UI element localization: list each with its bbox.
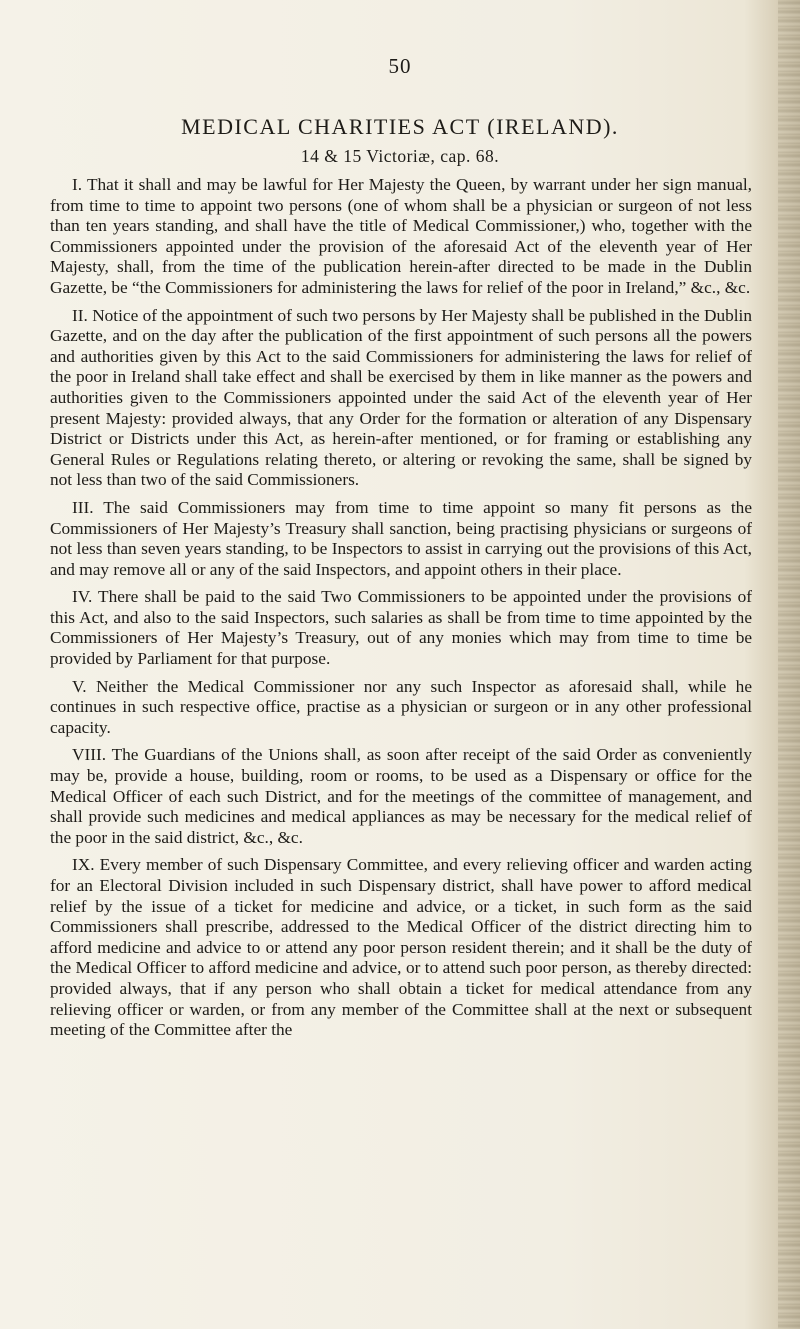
section-5 — [50, 677, 752, 739]
section-text: The Guardians of the Unions shall, as soon after receipt of the said Order as conveniently may be, provide a house, building, room or rooms, to be used as a Dispensary or office for the Medical Officer of each such District, and for the meetings of the committee of management, and shall provide such medicines and medical appliances as may be necessary for the medical relief of the poor in the said district, &c., &c. — [50, 745, 752, 847]
section-4 — [50, 587, 752, 669]
section-2 — [50, 306, 752, 491]
section-number: III. — [72, 497, 94, 517]
section-3 — [50, 498, 752, 580]
section-8 — [50, 745, 752, 848]
document-body — [50, 175, 752, 1048]
section-9 — [50, 855, 752, 1040]
section-text: Every member of such Dispensary Committee, and every relieving officer and warden acting for an Electoral Division included in such Dispensary district, shall have power to afford medical relief by the issue of a ticket for medicine and advice, or a ticket, in such form as the said Commissioners shall prescribe, addressed to the Medical Officer of the district directing him to afford medicine and advice to or attend any poor person resident therein; and it shall be the duty of the Medical Officer to afford medicine and advice, or to attend such poor person, as thereby directed: provided always, that if any person who shall obtain a ticket for medical attendance from any relieving officer or warden, or from any member of the Committee shall at the next or subsequent meeting of the Committee after the — [50, 855, 752, 1040]
page-edge — [778, 0, 800, 1329]
act-citation — [0, 146, 800, 167]
section-number: IV. — [72, 587, 93, 607]
page-number: 50 — [388, 54, 412, 78]
section-text: Neither the Medical Commissioner nor any such Inspector as aforesaid shall, while he continues in such respective office, practise as a physician or surgeon or in any other professional capacity. — [50, 676, 752, 737]
section-1 — [50, 175, 752, 299]
section-number: VIII. — [72, 745, 107, 765]
section-number: II. — [72, 305, 88, 325]
section-text: That it shall and may be lawful for Her Majesty the Queen, by warrant under her sign manual, from time to time to appoint two persons (one of whom shall be a physician or surgeon of not less than ten years standing, and shall have the title of Medical Commissioner,) who, together with the Commissioners appointed under the provision of the aforesaid Act of the eleventh year of Her Majesty, shall, from the time of the publication herein-after directed to be made in the Dublin Gazette, be “the Commissioners for administering the laws for relief of the poor in Ireland,” &c., &c. — [50, 175, 752, 297]
section-number: V. — [72, 676, 87, 696]
page-title: MEDICAL CHARITIES ACT (IRELAND). — [181, 114, 619, 139]
section-text: The said Commissioners may from time to time appoint so many fit persons as the Commissioners of Her Majesty’s Treasury shall sanction, being practising physicians or surgeons of not less than seven years standing, to be Inspectors to assist in carrying out the provisions of this Act, and may remove all or any of the said Inspectors, and appoint others in their place. — [50, 497, 752, 579]
section-text: Notice of the appointment of such two persons by Her Majesty shall be published in the Dublin Gazette, and on the day after the publication of the first appointment of such persons all the powers and authorities given by this Act to the said Commissioners for administering the laws for relief of the poor in Ireland shall take effect and shall be exercised by them in like manner as the powers and authorities given to the Commissioners appointed under the said Act of the eleventh year of Her present Majesty: provided always, that any Order for the formation or alteration of any Dispensary District or Districts under this Act, as herein-after mentioned, or for framing or establishing any General Rules or Regulations relating thereto, or altering or revoking the same, shall be signed by not less than two of the said Commissioners. — [50, 305, 752, 490]
act-citation-text: 14 & 15 Victoriæ, cap. 68. — [300, 146, 500, 166]
section-text: There shall be paid to the said Two Commissioners to be appointed under the provisions of this Act, and also to the said Inspectors, such salaries as shall be from time to time appointed by the Commissioners of Her Majesty’s Treasury, out of any monies which may from time to time be provided by Parliament for that purpose. — [50, 587, 752, 669]
section-number: I. — [72, 175, 83, 194]
section-number: IX. — [72, 855, 95, 875]
